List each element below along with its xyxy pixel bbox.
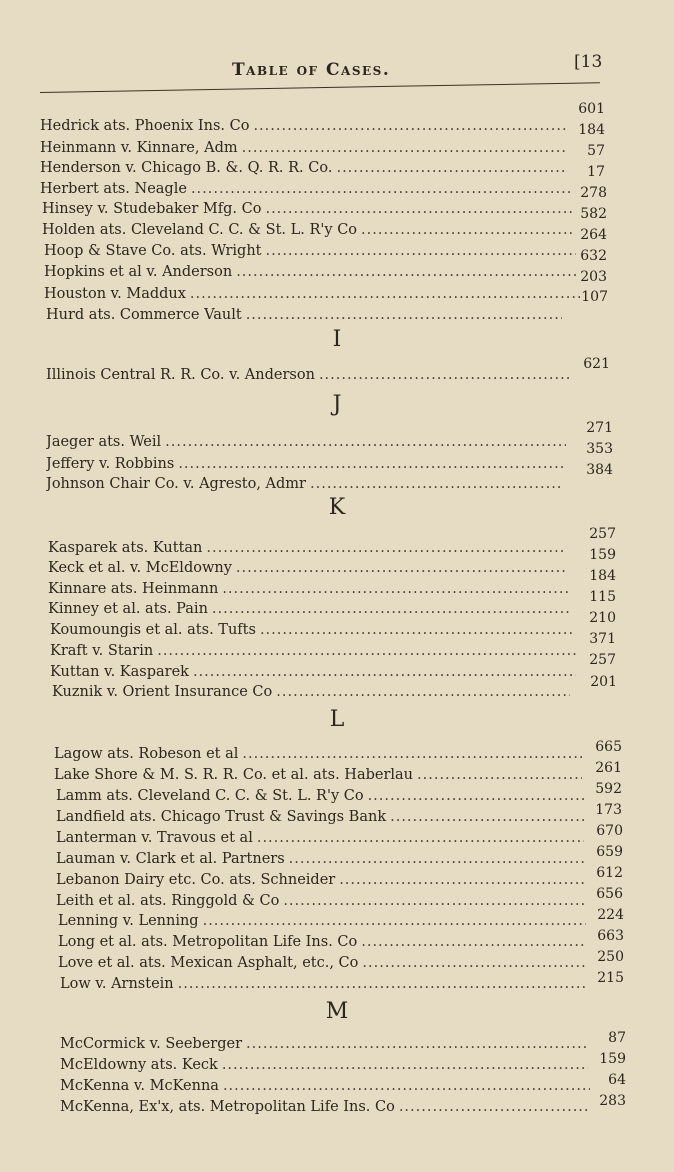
case-page-number: 215 xyxy=(597,970,624,986)
case-entry: Hinsey v. Studebaker Mfg. Co ..... xyxy=(42,201,576,221)
case-page-number: 612 xyxy=(596,865,623,881)
case-page-number: 64 xyxy=(608,1072,626,1088)
case-entry: Lauman v. Clark et al. Partners ..... xyxy=(56,851,590,871)
case-entry: Love et al. ats. Mexican Asphalt, etc., Co ..... xyxy=(58,955,590,975)
case-page-number: 278 xyxy=(580,185,607,201)
case-page-number: 592 xyxy=(595,781,622,797)
case-entry: Hedrick ats. Phoenix Ins. Co ..... xyxy=(40,118,570,138)
case-page-number: 283 xyxy=(599,1093,626,1109)
case-entry: Lenning v. Lenning ..... xyxy=(58,913,590,933)
case-entry: Kraft v. Starin ..... xyxy=(50,643,580,663)
case-page-number: 670 xyxy=(596,823,623,839)
case-entry: Low v. Arnstein ..... xyxy=(60,976,590,996)
case-entry: Landfield ats. Chicago Trust & Savings Bank ..... xyxy=(56,809,588,829)
case-entry: Johnson Chair Co. v. Agresto, Admr ..... xyxy=(46,476,566,496)
case-entry: Illinois Central R. R. Co. v. Anderson ..... xyxy=(46,367,576,387)
case-page-number: 257 xyxy=(589,526,616,542)
case-entry: Lagow ats. Robeson et al ..... xyxy=(54,746,586,766)
case-page-number: 665 xyxy=(595,739,622,755)
case-entry: Kinney et al. ats. Pain ..... xyxy=(48,601,576,621)
case-entry: Kinnare ats. Heinmann ..... xyxy=(48,581,574,601)
case-entry: Lamm ats. Cleveland C. C. & St. L. R'y Co ..... xyxy=(56,788,588,808)
section-letter-m: M xyxy=(325,999,349,1024)
case-page-number: 184 xyxy=(589,568,616,584)
case-page-number: 159 xyxy=(599,1051,626,1067)
case-page-number: 371 xyxy=(589,631,616,647)
case-page-number: 107 xyxy=(581,289,608,305)
case-entry: Lanterman v. Travous et al ..... xyxy=(56,830,588,850)
section-letter-k: K xyxy=(328,495,346,520)
case-page-number: 203 xyxy=(580,269,607,285)
case-entry: Jaeger ats. Weil ..... xyxy=(46,434,570,454)
case-page-number: 57 xyxy=(587,143,605,159)
case-entry: Leith et al. ats. Ringgold & Co ..... xyxy=(56,893,590,913)
case-page-number: 261 xyxy=(595,760,622,776)
case-entry: McKenna, Ex'x, ats. Metropolitan Life Ins. Co ..... xyxy=(60,1099,594,1119)
case-page-number: 353 xyxy=(586,441,613,457)
case-page-number: 173 xyxy=(595,802,622,818)
case-page-number: 87 xyxy=(608,1030,626,1046)
case-page-number: 601 xyxy=(578,101,605,117)
page-number: [13 xyxy=(574,52,603,72)
case-entry: Koumoungis et al. ats. Tufts ..... xyxy=(50,622,578,642)
case-page-number: 184 xyxy=(578,122,605,138)
case-entry: Houston v. Maddux ..... xyxy=(44,286,584,306)
section-letter-l: L xyxy=(329,707,345,732)
case-entry: Keck et al. v. McEldowny ..... xyxy=(48,560,572,580)
case-page-number: 201 xyxy=(590,674,617,690)
case-entry: Hurd ats. Commerce Vault ..... xyxy=(46,307,566,327)
case-entry: Heinmann v. Kinnare, Adm ..... xyxy=(40,140,570,160)
case-entry: McKenna v. McKenna ..... xyxy=(60,1078,594,1098)
case-page-number: 250 xyxy=(597,949,624,965)
section-letter-j: J xyxy=(332,392,342,417)
case-entry: Long et al. ats. Metropolitan Life Ins. Co ..... xyxy=(58,934,590,954)
case-entry: McCormick v. Seeberger ..... xyxy=(60,1036,590,1056)
case-page-number: 264 xyxy=(580,227,607,243)
section-letter-i: I xyxy=(332,327,342,352)
header-rule xyxy=(40,82,600,93)
case-entry: Hopkins et al v. Anderson ..... xyxy=(44,264,582,284)
case-page-number: 384 xyxy=(586,462,613,478)
case-page-number: 656 xyxy=(596,886,623,902)
case-page-number: 159 xyxy=(589,547,616,563)
case-page-number: 271 xyxy=(586,420,613,436)
case-page-number: 17 xyxy=(587,164,605,180)
case-entry: Henderson v. Chicago B. &. Q. R. R. Co. ..... xyxy=(40,160,572,180)
case-entry: McEldowny ats. Keck ..... xyxy=(60,1057,592,1077)
case-entry: Hoop & Stave Co. ats. Wright ..... xyxy=(44,243,580,263)
case-page-number: 210 xyxy=(589,610,616,626)
case-entry: Kuttan v. Kasparek ..... xyxy=(50,664,580,684)
case-entry: Kuznik v. Orient Insurance Co ..... xyxy=(52,684,574,704)
case-page-number: 621 xyxy=(583,356,610,372)
case-page-number: 632 xyxy=(580,248,607,264)
case-page-number: 659 xyxy=(596,844,623,860)
case-entry: Kasparek ats. Kuttan ..... xyxy=(48,540,570,560)
case-entry: Lake Shore & M. S. R. R. Co. et al. ats. Haberlau ..... xyxy=(54,767,586,787)
case-page-number: 115 xyxy=(589,589,616,605)
case-entry: Herbert ats. Neagle ..... xyxy=(40,181,574,201)
case-entry: Lebanon Dairy etc. Co. ats. Schneider ..... xyxy=(56,872,590,892)
page-title: Table of Cases. xyxy=(232,60,391,80)
case-page-number: 582 xyxy=(580,206,607,222)
case-page-number: 663 xyxy=(597,928,624,944)
case-entry: Jeffery v. Robbins ..... xyxy=(46,456,570,476)
case-page-number: 257 xyxy=(589,652,616,668)
case-entry: Holden ats. Cleveland C. C. & St. L. R'y Co ..... xyxy=(42,222,578,242)
case-page-number: 224 xyxy=(597,907,624,923)
